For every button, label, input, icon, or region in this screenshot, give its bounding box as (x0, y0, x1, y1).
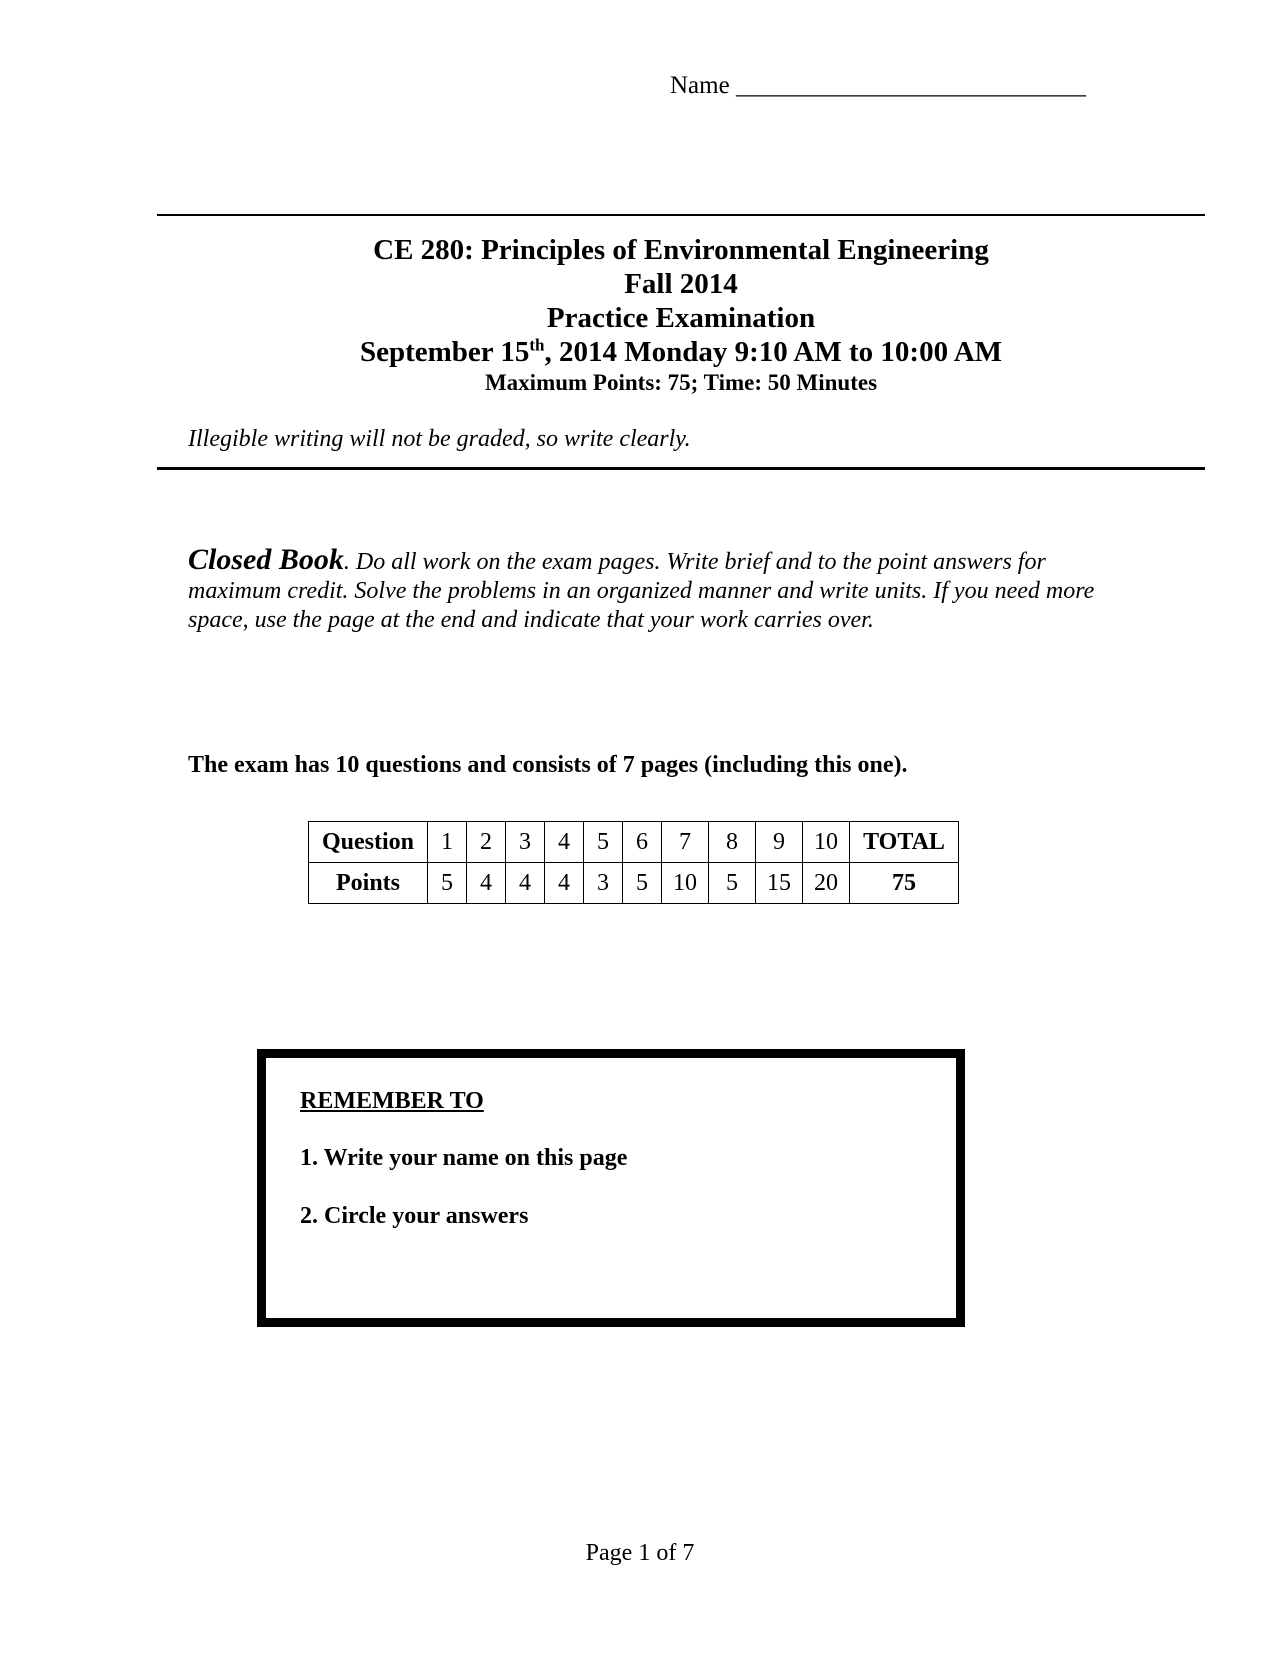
exam-info: The exam has 10 questions and consists of 7 pages (including this one). (188, 752, 908, 778)
question-row-label: Question (309, 822, 428, 863)
total-label: TOTAL (850, 822, 959, 863)
remember-item-circle: 2. Circle your answers (300, 1203, 529, 1229)
question-cell: 9 (756, 822, 803, 863)
remember-box (257, 1049, 965, 1327)
illegible-note: Illegible writing will not be graded, so write clearly. (188, 426, 691, 452)
page-footer: Page 1 of 7 (585, 1540, 695, 1566)
question-cell: 5 (584, 822, 623, 863)
score-table (308, 821, 959, 904)
points-cell: 10 (662, 863, 709, 904)
date-ordinal: th (529, 335, 545, 355)
points-cell: 15 (756, 863, 803, 904)
points-cell: 4 (506, 863, 545, 904)
remember-item-name: 1. Write your name on this page (300, 1145, 628, 1171)
total-value: 75 (850, 863, 959, 904)
points-cell: 4 (545, 863, 584, 904)
question-cell: 10 (803, 822, 850, 863)
name-field (670, 72, 1086, 100)
exam-header (157, 233, 1205, 397)
points-cell: 5 (709, 863, 756, 904)
course-title: CE 280: Principles of Environmental Engineering (373, 234, 989, 266)
max-points: Maximum Points: 75; Time: 50 Minutes (484, 370, 878, 395)
bottom-divider (157, 467, 1205, 470)
closed-book-label: Closed Book (188, 543, 344, 576)
top-divider (157, 214, 1205, 216)
question-cell: 8 (709, 822, 756, 863)
points-cell: 5 (428, 863, 467, 904)
points-cell: 4 (467, 863, 506, 904)
name-blank[interactable]: ____________________________ (735, 72, 1086, 99)
points-cell: 3 (584, 863, 623, 904)
question-cell: 3 (506, 822, 545, 863)
question-cell: 2 (467, 822, 506, 863)
points-row (309, 863, 959, 904)
exam-date (157, 335, 1205, 369)
date-prefix: September 15 (359, 336, 530, 368)
question-cell: 4 (545, 822, 584, 863)
question-cell: 1 (428, 822, 467, 863)
date-suffix: , 2014 Monday 9:10 AM to 10:00 AM (544, 336, 1003, 368)
question-cell: 7 (662, 822, 709, 863)
remember-title: REMEMBER TO (300, 1088, 484, 1114)
points-cell: 20 (803, 863, 850, 904)
question-row (309, 822, 959, 863)
instructions-text: . Do all work on the exam pages. Write brief and to the point answers for maximum credit. Solve the problems in an organized manner and write units. If you need more space, use the page at the end and indicate that your work carries over. (188, 549, 1095, 633)
points-row-label: Points (309, 863, 428, 904)
question-cell: 6 (623, 822, 662, 863)
exam-title: Practice Examination (546, 302, 816, 334)
term: Fall 2014 (624, 268, 738, 300)
name-label: Name (670, 72, 730, 99)
points-cell: 5 (623, 863, 662, 904)
instructions (188, 545, 1108, 635)
